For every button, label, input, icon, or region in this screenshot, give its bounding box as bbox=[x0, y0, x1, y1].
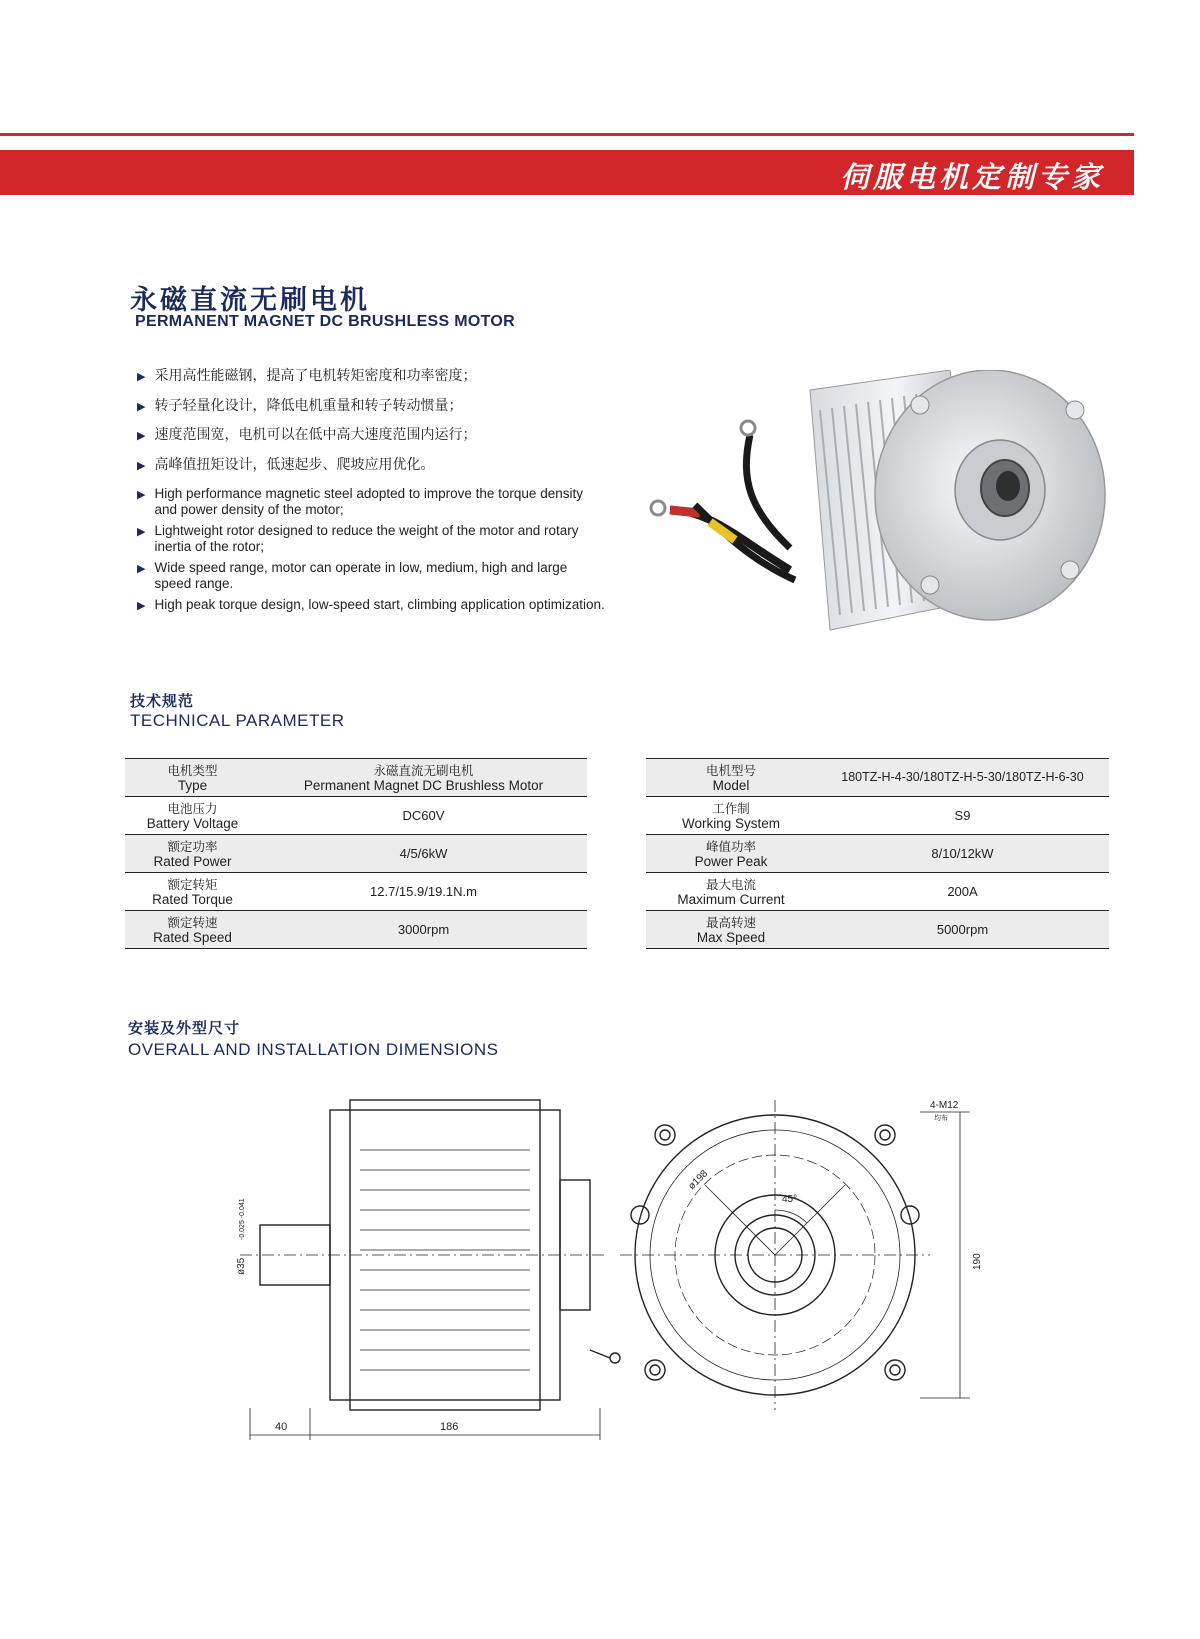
table-row bbox=[646, 797, 1109, 835]
features-en-list bbox=[137, 486, 607, 619]
bullet-triangle-icon: ▶ bbox=[137, 600, 146, 612]
row-value: S9 bbox=[816, 797, 1109, 835]
table-row bbox=[125, 873, 587, 911]
feature-cn-item: ▶ 速度范围宽，电机可以在低中高大速度范围内运行； bbox=[137, 427, 477, 443]
row-value: 180TZ-H-4-30/180TZ-H-5-30/180TZ-H-6-30 bbox=[816, 759, 1109, 797]
row-label: 峰值功率 Power Peak bbox=[646, 835, 816, 873]
row-value: 8/10/12kW bbox=[816, 835, 1109, 873]
bullet-triangle-icon: ▶ bbox=[137, 563, 146, 575]
dim-shaft-diameter: ø35 bbox=[236, 1257, 247, 1275]
product-title-cn: 永磁直流无刷电机 bbox=[130, 285, 370, 315]
bullet-triangle-icon: ▶ bbox=[137, 370, 146, 383]
spec-table-right bbox=[646, 758, 1109, 949]
row-label: 最高转速 Max Speed bbox=[646, 911, 816, 949]
table-row bbox=[125, 911, 587, 949]
feature-en-item: ▶ Lightweight rotor designed to reduce the weight of the motor and rotary inertia of the rotor; bbox=[137, 523, 579, 554]
row-label: 电机类型 Type bbox=[125, 759, 260, 797]
top-red-rule bbox=[0, 133, 1134, 136]
row-label: 最大电流 Maximum Current bbox=[646, 873, 816, 911]
feature-cn-item: ▶ 高峰值扭矩设计，低速起步、爬坡应用优化。 bbox=[137, 456, 435, 473]
dim-pcd: ø198 bbox=[686, 1168, 711, 1193]
bullet-triangle-icon: ▶ bbox=[137, 399, 146, 413]
banner-slogan: 伺服电机定制专家 bbox=[839, 160, 1104, 194]
product-title-en: PERMANENT MAGNET DC BRUSHLESS MOTOR bbox=[135, 313, 515, 330]
row-value: DC60V bbox=[260, 797, 587, 835]
feature-cn-item: ▶ 采用高性能磁钢，提高了电机转矩密度和功率密度； bbox=[137, 368, 477, 384]
feature-en-item: ▶ Wide speed range, motor can operate in low, medium, high and large speed range. bbox=[137, 560, 568, 591]
tech-section-title-en: TECHNICAL PARAMETER bbox=[130, 711, 345, 730]
features-cn-list bbox=[137, 362, 476, 480]
spec-table-left bbox=[125, 758, 587, 949]
dim-angle: 45° bbox=[782, 1194, 798, 1205]
dimension-drawing bbox=[230, 1090, 1010, 1450]
header-banner bbox=[0, 150, 1134, 195]
dim-body-length: 186 bbox=[440, 1421, 459, 1433]
row-label: 电池压力 Battery Voltage bbox=[125, 797, 260, 835]
table-row bbox=[646, 759, 1109, 797]
dim-section-title-cn: 安装及外型尺寸 bbox=[128, 1020, 241, 1037]
bullet-triangle-icon: ▶ bbox=[137, 526, 146, 538]
feature-en-item: ▶ High peak torque design, low-speed start, climbing application optimization. bbox=[137, 597, 605, 612]
table-row bbox=[125, 835, 587, 873]
bullet-triangle-icon: ▶ bbox=[137, 489, 146, 501]
row-label: 工作制 Working System bbox=[646, 797, 816, 835]
dim-section-title-en: OVERALL AND INSTALLATION DIMENSIONS bbox=[128, 1040, 499, 1059]
row-value: 200A bbox=[816, 873, 1109, 911]
table-row bbox=[646, 873, 1109, 911]
table-row bbox=[646, 835, 1109, 873]
feature-cn-item: ▶ 转子轻量化设计，降低电机重量和转子转动惯量； bbox=[137, 397, 463, 414]
row-value: 12.7/15.9/19.1N.m bbox=[260, 873, 587, 911]
bullet-triangle-icon: ▶ bbox=[137, 429, 146, 442]
dim-holes-note: 均布 bbox=[934, 1115, 948, 1122]
row-label: 额定功率 Rated Power bbox=[125, 835, 260, 873]
bullet-triangle-icon: ▶ bbox=[137, 458, 146, 472]
table-row bbox=[125, 759, 587, 797]
row-value: 3000rpm bbox=[260, 911, 587, 949]
row-label: 电机型号 Model bbox=[646, 759, 816, 797]
row-value: 4/5/6kW bbox=[260, 835, 587, 873]
table-row bbox=[646, 911, 1109, 949]
dim-shaft-length: 40 bbox=[275, 1421, 288, 1433]
row-value: 5000rpm bbox=[816, 911, 1109, 949]
feature-en-item: ▶ High performance magnetic steel adopted to improve the torque density and power density of the motor; bbox=[137, 486, 583, 517]
tech-section-title-cn: 技术规范 bbox=[130, 693, 195, 710]
row-label: 额定转矩 Rated Torque bbox=[125, 873, 260, 911]
dim-height: 190 bbox=[972, 1253, 983, 1270]
row-value: 永磁直流无刷电机 Permanent Magnet DC Brushless Motor bbox=[260, 759, 587, 797]
motor-photo bbox=[640, 370, 1120, 660]
row-label: 额定转速 Rated Speed bbox=[125, 911, 260, 949]
dim-holes: 4-M12 bbox=[930, 1100, 959, 1111]
table-row bbox=[125, 797, 587, 835]
dim-shaft-tolerance: -0.025 -0.041 bbox=[239, 1198, 246, 1240]
